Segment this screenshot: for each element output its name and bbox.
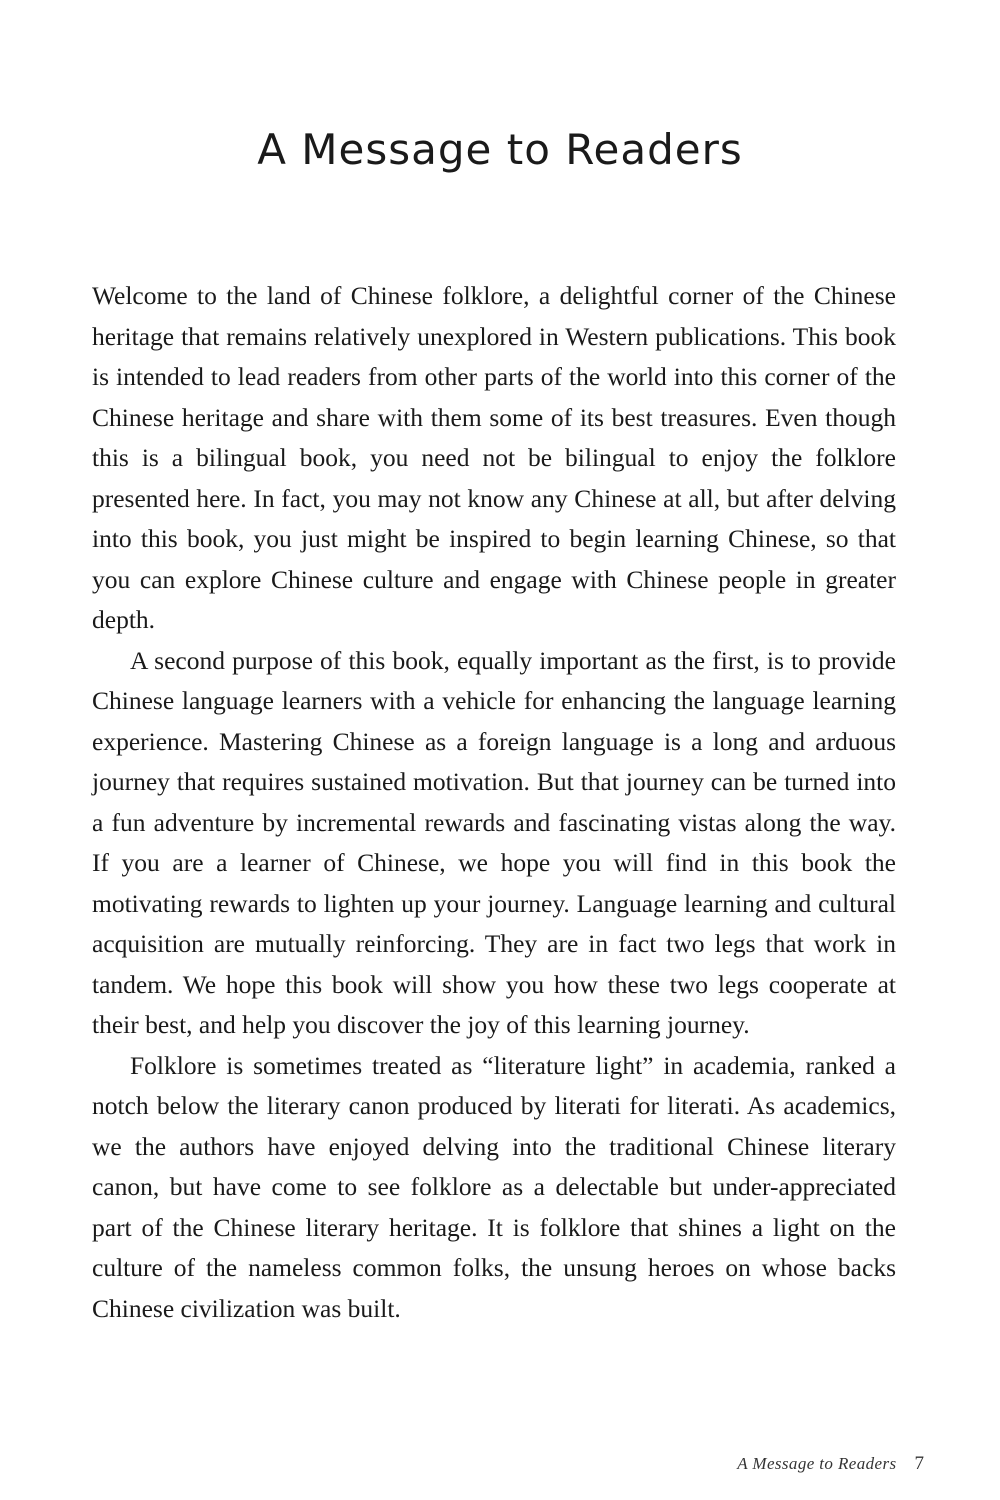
paragraph-3: Folklore is sometimes treated as “literature light” in academia, ranked a notch below the literary canon produced by literati for literati. As academics, we the authors have enjoyed delving into the traditional Chinese literary canon, but have come to see folklore as a delectable but under-appreciated part of the Chinese literary heritage. It is folklore that shines a light on the culture of the nameless common folks, the unsung heroes on whose backs Chinese civilization was built.: [92, 1050, 896, 1323]
running-footer: [737, 1452, 924, 1476]
paragraph-1: Welcome to the land of Chinese folklore, a delightful corner of the Chinese heritage that remains relatively unexplored in Western publications. This book is intended to lead readers from other parts of the world into this corner of the Chinese heritage and share with them some of its best treasures. Even though this is a bilingual book, you need not be bilingual to enjoy the folklore presented here. In fact, you may not know any Chinese at all, but after delving into this book, you just might be inspired to begin learning Chinese, so that you can explore Chinese culture and engage with Chinese people in greater depth.: [92, 281, 896, 634]
paragraph-2: A second purpose of this book, equally important as the first, is to provide Chinese language learners with a vehicle for enhancing the language learning experience. Mastering Chinese as a foreign language is a long and arduous journey that requires sustained motivation. But that journey can be turned into a fun adventure by incremental rewards and fascinating vistas along the way. If you are a learner of Chinese, we hope you will find in this book the motivating rewards to lighten up your journey. Language learning and cultural acquisition are mutually reinforcing. They are in fact two legs that work in tandem. We hope this book will show you how these two legs cooperate at their best, and help you discover the joy of this learning journey.: [92, 645, 896, 1039]
running-title: A Message to Readers: [737, 1454, 897, 1473]
page-number: 7: [914, 1453, 924, 1474]
body-text: [92, 276, 896, 1329]
page-title: A Message to Readers: [257, 125, 743, 174]
